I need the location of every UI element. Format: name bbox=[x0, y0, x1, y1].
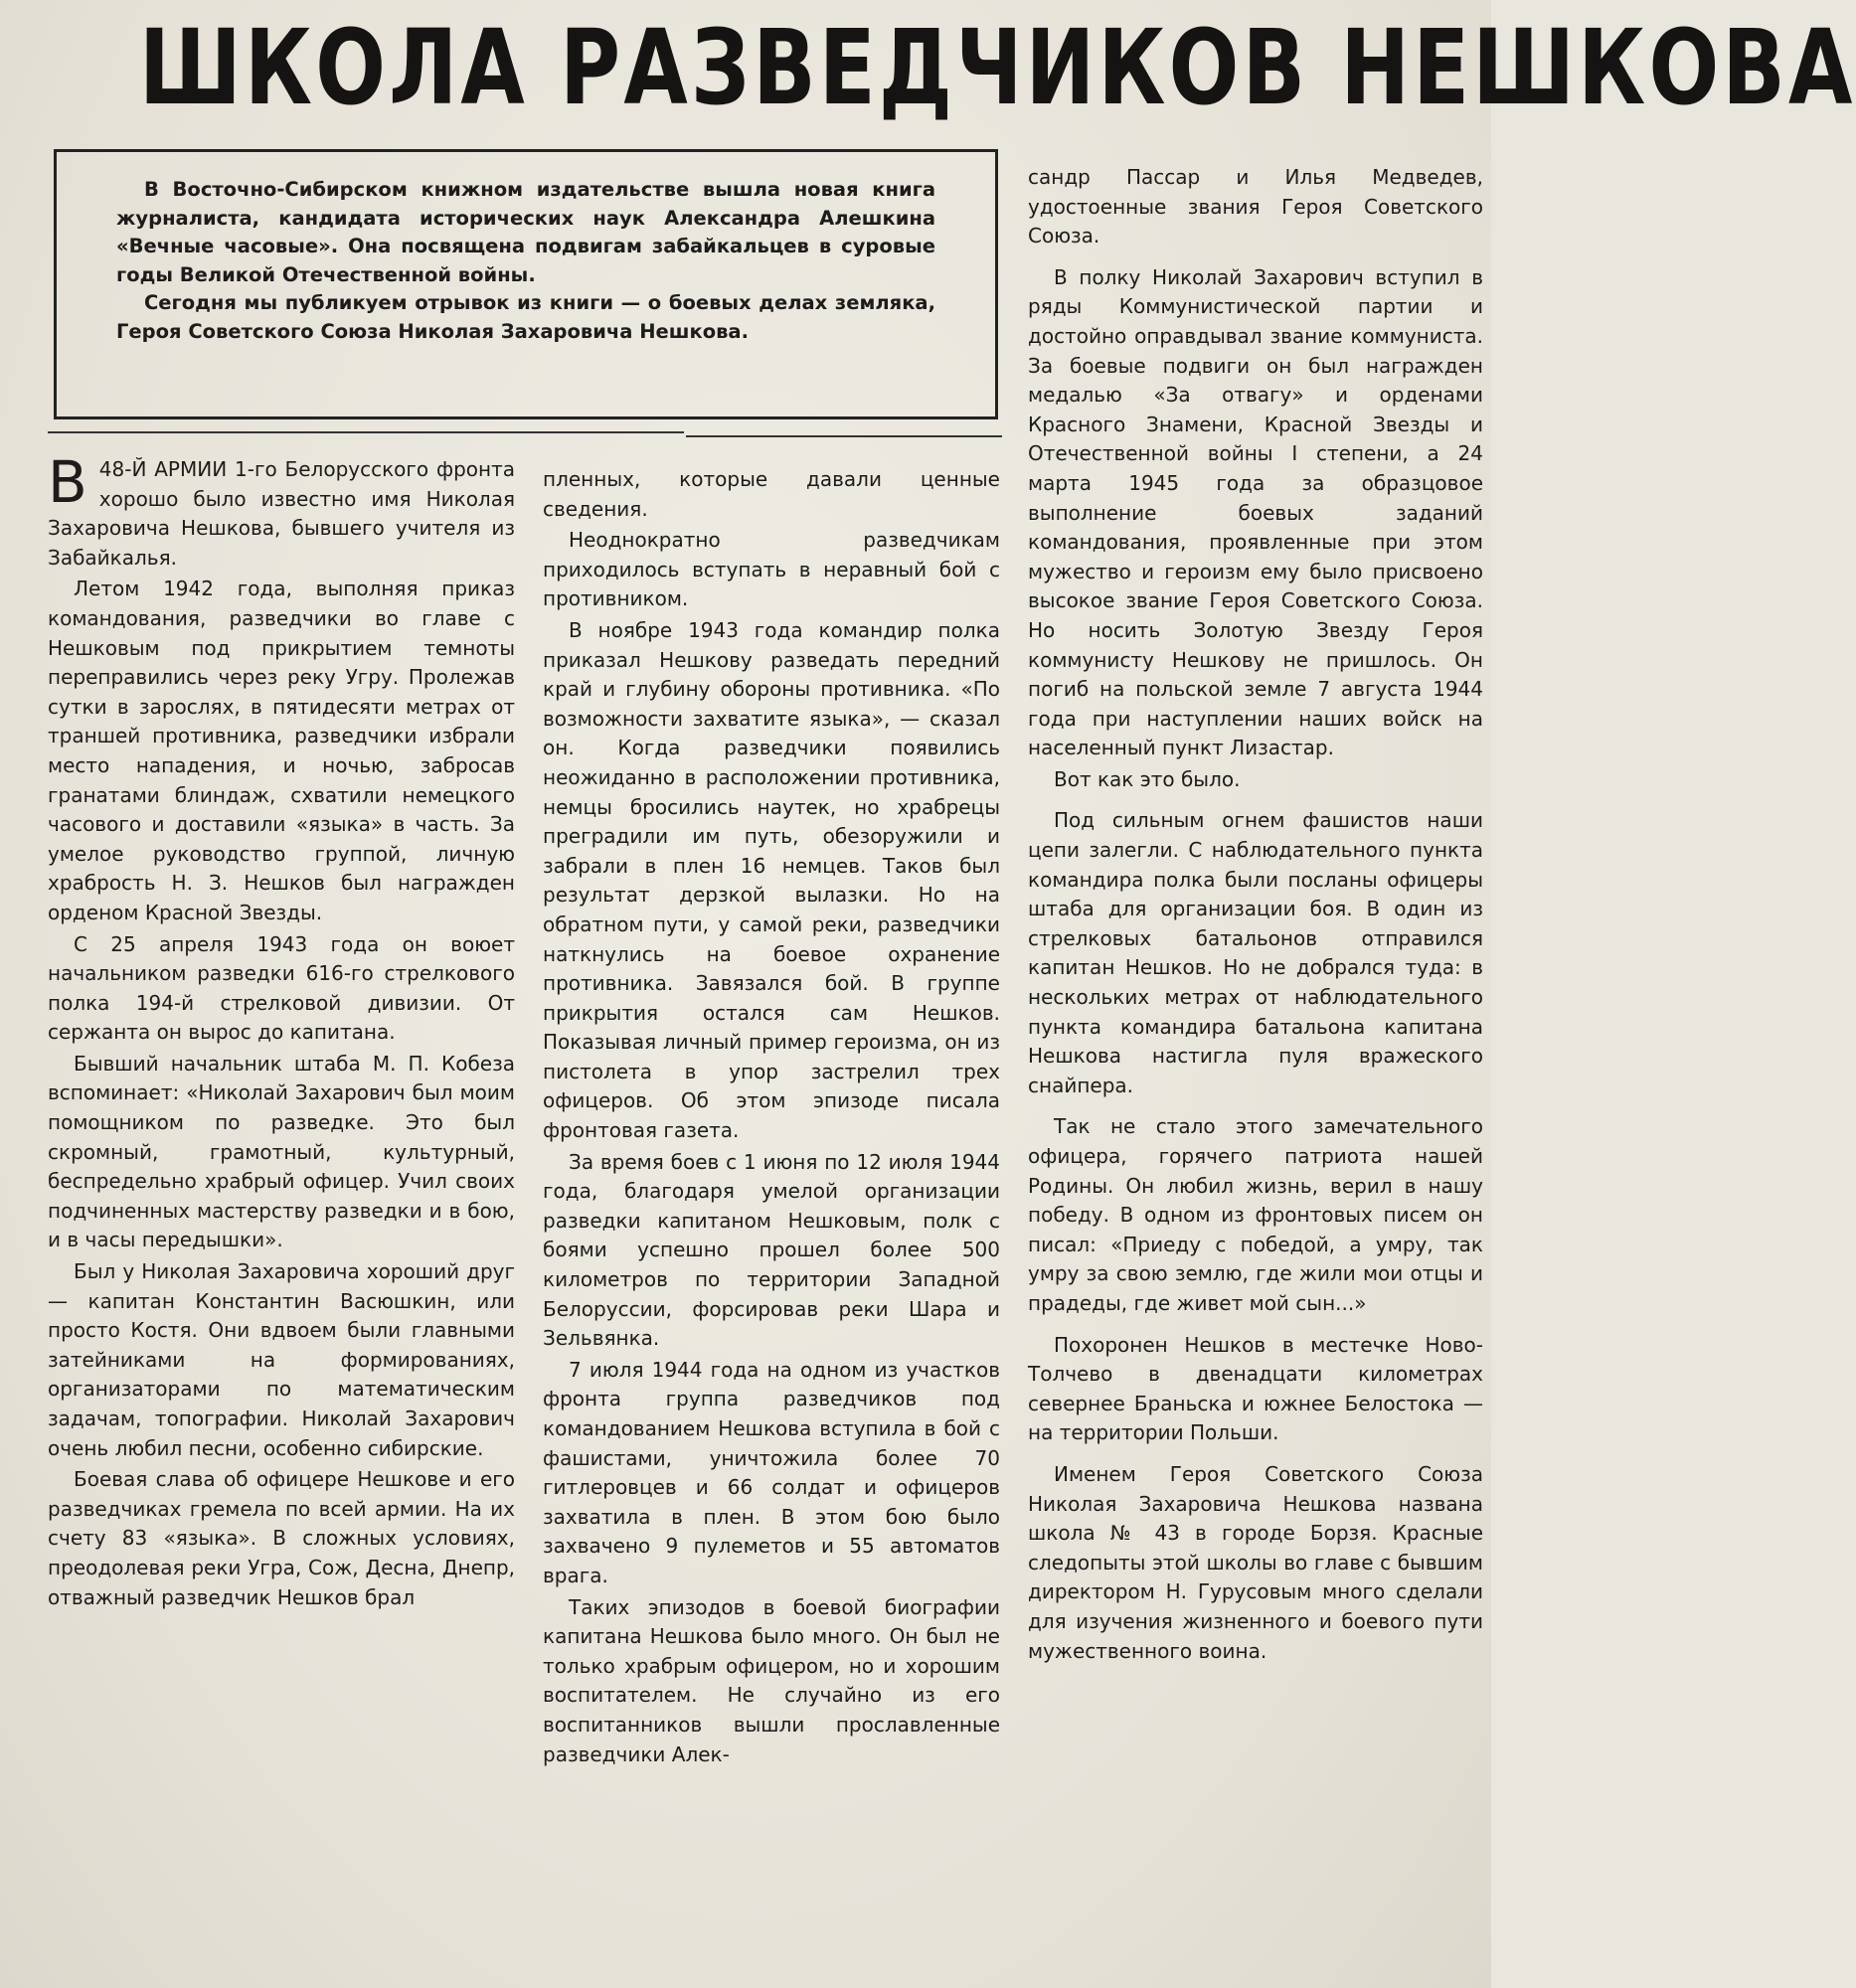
paragraph: Под сильным огнем фашистов наши цепи залегли. С наблюдательного пункта командира полка были посланы офицеры штаба для организации боя. В один из стрелковых батальонов отправился капитан Нешков. Но не добрался туда: в нескольких метрах от наблюдательного пункта командира батальона капитана Нешкова настигла пуля вражеского снайпера. bbox=[1028, 808, 1483, 1097]
text-column-1 bbox=[48, 448, 515, 1614]
intro-paragraph-1: В Восточно-Сибирском книжном издательстве вышла новая книга журналиста, кандидата исторических наук Александра Алешкина «Вечные часовые». Она посвящена подвигам забайкальцев в суровые годы Великой Отечественной войны. bbox=[116, 178, 935, 286]
paragraph: Неоднократно разведчикам приходилось вступать в неравный бой с противником. bbox=[543, 528, 1000, 611]
text-column-3 bbox=[1028, 163, 1483, 1668]
paragraph-gap bbox=[1028, 1102, 1483, 1112]
paragraph: Именем Героя Советского Союза Николая Захаровича Нешкова названа школа № 43 в городе Борзя. Красные следопыты этой школы во главе с бывшим директором Н. Гурусовым много сделали для изучения жизненного и боевого пути мужественного воина. bbox=[1028, 1461, 1483, 1663]
paragraph-gap bbox=[1028, 796, 1483, 806]
paragraph: Летом 1942 года, выполняя приказ командования, разведчики во главе с Нешковым под прикрытием темноты переправились через реку Угру. Пролежав сутки в зарослях, в пятидесяти метрах от траншей противника, разведчики избрали место нападения, и ночью, забросав гранатами блиндаж, схватили немецкого часового и доставили «языка» в часть. За умелое руководство группой, личную храбрость Н. З. Нешков был награжден орденом Красной Звезды. bbox=[48, 577, 515, 924]
paragraph: 7 июля 1944 года на одном из участков фронта группа разведчиков под командованием Нешкова вступила в бой с фашистами, уничтожила более 70 гитлеровцев и 66 солдат и офицеров захватила в плен. В этом бою было захвачено 9 пулеметов и 55 автоматов врага. bbox=[543, 1357, 1000, 1587]
paragraph-gap bbox=[1028, 1321, 1483, 1331]
drop-cap: В bbox=[48, 448, 87, 516]
text-column-2 bbox=[543, 465, 1000, 1771]
divider-line bbox=[48, 431, 684, 433]
intro-box bbox=[54, 149, 998, 419]
paragraph: Боевая слава об офицере Нешкове и его разведчиках гремела по всей армии. На их счету 83 «языка». В сложных условиях, преодолевая реки Угра, Сож, Десна, Днепр, отважный разведчик Нешков брал bbox=[48, 1467, 515, 1609]
article-headline: ШКОЛА РАЗВЕДЧИКОВ НЕШКОВА bbox=[139, 7, 1856, 128]
paragraph: За время боев с 1 июня по 12 июля 1944 года, благодаря умелой организации разведки капитаном Нешковым, полк с боями успешно прошел более 500 километров по территории Западной Белоруссии, форсировав реки Шара и Зельвянка. bbox=[543, 1149, 1000, 1351]
paragraph: Вот как это было. bbox=[1054, 766, 1241, 791]
paragraph: Таких эпизодов в боевой биографии капитана Нешкова было много. Он был не только храбрым офицером, но и хорошим воспитателем. Не случайно из его воспитанников вышли прославленные разведчики Алек- bbox=[543, 1594, 1000, 1766]
paragraph: пленных, которые давали ценные сведения. bbox=[543, 467, 1000, 521]
paragraph-gap bbox=[1028, 253, 1483, 263]
paragraph-text: 48-Й АРМИИ 1-го Белорусского фронта хорошо было известно имя Николая Захаровича Нешкова, бывшего учителя из Забайкалья. bbox=[48, 457, 515, 570]
paragraph: В полку Николай Захарович вступил в ряды Коммунистической партии и достойно оправдывал звание коммуниста. За боевые подвиги он был награжден медалью «За отвагу» и орденами Красного Знамени, Красной Звезды и Отечественной войны I степени, а 24 марта 1945 года за образцовое выполнение боевых заданий командования, проявленные при этом мужество и героизм ему было присвоено высокое звание Героя Советского Союза. Но носить Золотую Звезду Героя коммунисту Нешкову не пришлось. Он погиб на польской земле 7 августа 1944 года при наступлении наших войск на населенный пункт Лизастар. bbox=[1028, 264, 1483, 760]
paragraph: Бывший начальник штаба М. П. Кобеза вспоминает: «Николай Захарович был моим помощником по разведке. Это был скромный, грамотный, культурный, беспредельно храбрый офицер. Учил своих подчиненных мастерству разведки и в бою, и в часы передышки». bbox=[48, 1051, 515, 1252]
divider-line bbox=[686, 435, 1002, 437]
intro-paragraph-2: Сегодня мы публикуем отрывок из книги — о боевых делах земляка, Героя Советского Союза Николая Захаровича Нешкова. bbox=[116, 291, 935, 343]
paragraph: С 25 апреля 1943 года он воюет начальником разведки 616-го стрелкового полка 194-й стрелковой дивизии. От сержанта он вырос до капитана. bbox=[48, 931, 515, 1045]
paragraph: В ноябре 1943 года командир полка приказал Нешкову разведать передний край и глубину обороны противника. «По возможности захватите языка», — сказал он. Когда разведчики появились неожиданно в расположении противника, немцы бросились наутек, но храбрецы преградили им путь, обезоружили и забрали в плен 16 немцев. Таков был результат дерзкой вылазки. Но на обратном пути, у самой реки, разведчики наткнулись на боевое охранение противника. Завязался бой. В группе прикрытия остался сам Нешков. Показывая личный пример героизма, он из пистолета в упор застрелил трех офицеров. Об этом эпизоде писала фронтовая газета. bbox=[543, 617, 1000, 1143]
paragraph bbox=[48, 448, 515, 573]
paragraph: Так не стало этого замечательного офицера, горячего патриота нашей Родины. Он любил жизнь, верил в нашу победу. В одном из фронтовых писем он писал: «Приеду с победой, а умру, так умру за свою землю, где жили мои отцы и прадеды, где живет мой сын...» bbox=[1028, 1114, 1483, 1315]
paragraph: сандр Пассар и Илья Медведев, удостоенные звания Героя Советского Союза. bbox=[1028, 165, 1483, 248]
paragraph-gap bbox=[1028, 1450, 1483, 1460]
paragraph: Похоронен Нешков в местечке Ново-Толчево в двенадцати километрах севернее Браньска и южнее Белостока — на территории Польши. bbox=[1028, 1332, 1483, 1445]
paragraph: Был у Николая Захаровича хороший друг — капитан Константин Васюшкин, или просто Костя. Они вдвоем были главными затейниками на формированиях, организаторами по математическим задачам, топографии. Николай Захарович очень любил песни, особенно сибирские. bbox=[48, 1259, 515, 1460]
